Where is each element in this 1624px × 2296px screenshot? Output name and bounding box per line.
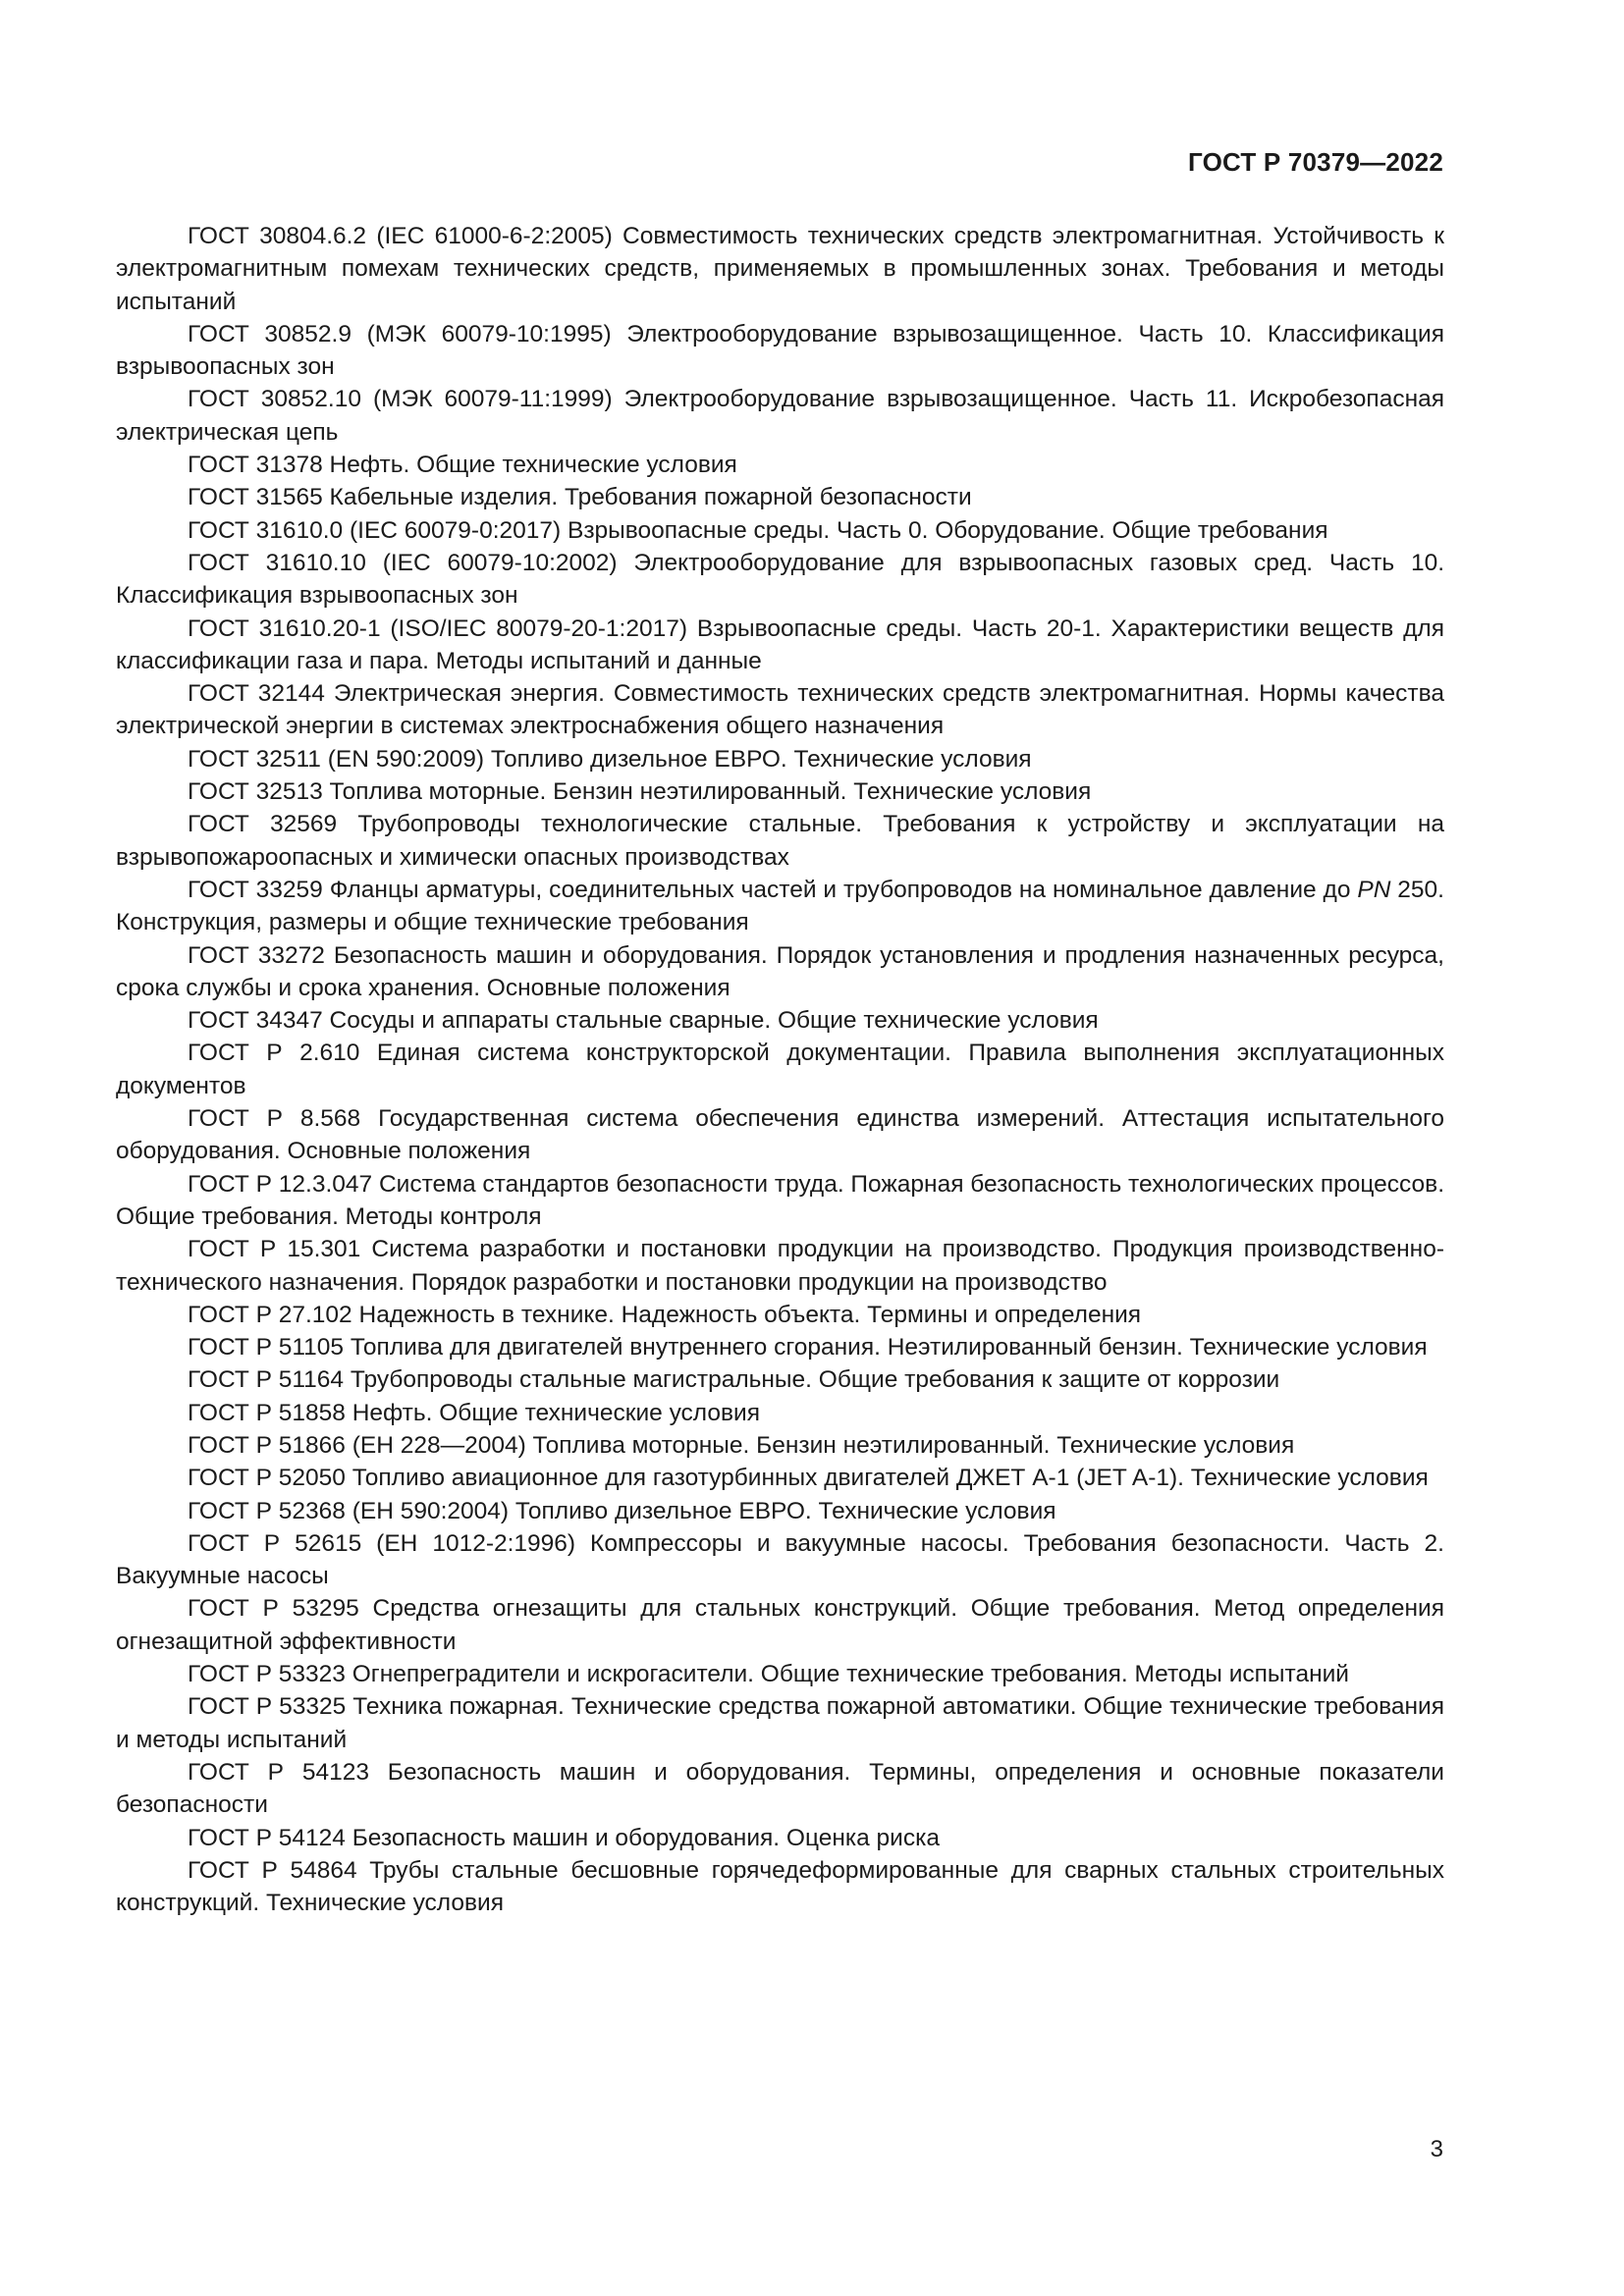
reference-title: (ЕН 228—2004) Топлива моторные. Бензин неэтилированный. Технические условия xyxy=(352,1431,1295,1459)
reference-entry xyxy=(116,449,1444,481)
reference-title: (IEC 60079-0:2017) Взрывоопасные среды. Часть 0. Оборудование. Общие требования xyxy=(349,516,1328,544)
reference-title: (EN 590:2009) Топливо дизельное ЕВРО. Технические условия xyxy=(327,745,1032,773)
reference-entry xyxy=(116,808,1444,874)
reference-title: (ISO/IEC 80079-20-1:2017) Взрывоопасные среды. Часть 20-1. Характеристики веществ для классификации газа и пара. Методы испытаний и данные xyxy=(116,614,1444,674)
reference-entry xyxy=(116,481,1444,513)
reference-title: Трубы стальные бесшовные горячедеформированные для сварных стальных строительных конструкций. Технические условия xyxy=(116,1856,1444,1917)
reference-title: (ЕН 1012-2:1996) Компрессоры и вакуумные насосы. Требования безопасности. Часть 2. Вакуумные насосы xyxy=(116,1529,1444,1590)
reference-code: ГОСТ 31610.0 xyxy=(188,516,344,544)
reference-code: ГОСТ Р 54864 xyxy=(188,1856,357,1884)
reference-code: ГОСТ Р 12.3.047 xyxy=(188,1170,373,1198)
reference-entry xyxy=(116,775,1444,808)
reference-entry xyxy=(116,1592,1444,1658)
reference-entry xyxy=(116,1429,1444,1462)
reference-title: Топливо авиационное для газотурбинных двигателей ДЖЕТ А-1 (JET A-1). Технические условия xyxy=(352,1465,1429,1492)
reference-code: ГОСТ Р 53325 xyxy=(188,1693,347,1721)
reference-title: (МЭК 60079-10:1995) Электрооборудование взрывозащищенное. Часть 10. Классификация взрывоопасных зон xyxy=(116,320,1444,381)
reference-code: ГОСТ 32144 xyxy=(188,680,325,708)
reference-title: (IEC 61000-6-2:2005) Совместимость технических средств электромагнитная. Устойчивость к электромагнитным помехам технических средств, применяемых в промышленных зонах. Требования и методы испытаний xyxy=(116,223,1444,315)
reference-title: Нефть. Общие технические условия xyxy=(352,1399,760,1426)
reference-code: ГОСТ Р 15.301 xyxy=(188,1236,361,1263)
reference-title: Топлива моторные. Бензин неэтилированный. Технические условия xyxy=(329,778,1092,806)
reference-entry xyxy=(116,1495,1444,1527)
reference-title: Надежность в технике. Надежность объекта. Термины и определения xyxy=(358,1301,1142,1328)
reference-title: Кабельные изделия. Требования пожарной безопасности xyxy=(329,484,972,511)
reference-code: ГОСТ 33272 xyxy=(188,941,325,969)
reference-entry xyxy=(116,383,1444,449)
reference-code: ГОСТ 33259 xyxy=(188,876,323,903)
reference-title: (IEC 60079-10:2002) Электрооборудование для взрывоопасных газовых сред. Часть 10. Классификация взрывоопасных зон xyxy=(116,549,1444,610)
reference-entry xyxy=(116,1233,1444,1299)
reference-title: (МЭК 60079-11:1999) Электрооборудование взрывозащищенное. Часть 11. Искробезопасная электрическая цепь xyxy=(116,386,1444,446)
reference-code: ГОСТ 30852.10 xyxy=(188,386,361,413)
reference-entry xyxy=(116,1462,1444,1494)
reference-entry xyxy=(116,1822,1444,1854)
reference-title: Безопасность машин и оборудования. Оценка риска xyxy=(352,1824,940,1851)
reference-title-italic: PN xyxy=(1357,876,1391,903)
reference-title: (ЕН 590:2004) Топливо дизельное ЕВРО. Технические условия xyxy=(352,1497,1056,1524)
reference-entry xyxy=(116,874,1444,939)
reference-entry xyxy=(116,1331,1444,1363)
reference-entry xyxy=(116,1756,1444,1822)
reference-code: ГОСТ Р 54124 xyxy=(188,1824,346,1851)
reference-title: Сосуды и аппараты стальные сварные. Общие технические условия xyxy=(329,1007,1099,1035)
reference-entry xyxy=(116,1854,1444,1920)
reference-entry xyxy=(116,1102,1444,1168)
reference-title-part: 250. Конструкция, размеры и общие технические требования xyxy=(116,876,1444,936)
reference-code: ГОСТ Р 51105 xyxy=(188,1334,345,1362)
reference-code: ГОСТ 34347 xyxy=(188,1007,323,1035)
reference-code: ГОСТ Р 2.610 xyxy=(188,1040,360,1067)
reference-code: ГОСТ Р 53323 xyxy=(188,1661,346,1688)
reference-entry xyxy=(116,1527,1444,1593)
reference-title: Нефть. Общие технические условия xyxy=(329,452,737,479)
reference-code: ГОСТ 31610.20-1 xyxy=(188,614,381,642)
reference-code: ГОСТ Р 51858 xyxy=(188,1399,346,1426)
reference-entry xyxy=(116,1037,1444,1102)
normative-references-list xyxy=(116,220,1444,1919)
reference-title: Система стандартов безопасности труда. Пожарная безопасность технологических процессов. Общие требования. Методы контроля xyxy=(116,1170,1444,1230)
reference-entry xyxy=(116,1690,1444,1756)
reference-code: ГОСТ Р 51164 xyxy=(188,1366,345,1394)
reference-code: ГОСТ 32513 xyxy=(188,778,323,806)
reference-entry xyxy=(116,1299,1444,1331)
reference-entry xyxy=(116,677,1444,743)
reference-code: ГОСТ Р 52050 xyxy=(188,1465,346,1492)
reference-title: Топлива для двигателей внутреннего сгорания. Неэтилированный бензин. Технические условия xyxy=(350,1334,1428,1362)
reference-code: ГОСТ 30852.9 xyxy=(188,320,352,347)
reference-title: Средства огнезащиты для стальных конструкций. Общие требования. Метод определения огнезащитной эффективности xyxy=(116,1595,1444,1655)
reference-code: ГОСТ 31610.10 xyxy=(188,549,366,576)
page-number: 3 xyxy=(1430,2136,1443,2163)
reference-entry xyxy=(116,1363,1444,1396)
reference-title: Безопасность машин и оборудования. Термины, определения и основные показатели безопасности xyxy=(116,1758,1444,1819)
reference-code: ГОСТ 32569 xyxy=(188,811,338,838)
reference-entry xyxy=(116,1397,1444,1429)
reference-code: ГОСТ Р 53295 xyxy=(188,1595,359,1623)
reference-entry xyxy=(116,1004,1444,1037)
reference-code: ГОСТ 31378 xyxy=(188,452,323,479)
reference-code: ГОСТ Р 51866 xyxy=(188,1431,346,1459)
reference-title-part: Фланцы арматуры, соединительных частей и трубопроводов на номинальное давление до xyxy=(329,876,1358,903)
reference-code: ГОСТ 30804.6.2 xyxy=(188,223,367,249)
reference-entry xyxy=(116,613,1444,678)
reference-entry xyxy=(116,743,1444,775)
document-designation: ГОСТ Р 70379—2022 xyxy=(1188,147,1443,177)
reference-entry xyxy=(116,1658,1444,1690)
reference-title: Трубопроводы стальные магистральные. Общие требования к защите от коррозии xyxy=(350,1366,1280,1394)
reference-code: ГОСТ 31565 xyxy=(188,484,323,511)
reference-entry xyxy=(116,220,1444,318)
reference-code: ГОСТ Р 27.102 xyxy=(188,1301,352,1328)
reference-title: Трубопроводы технологические стальные. Требования к устройству и эксплуатации на взрывопожароопасных и химически опасных производствах xyxy=(116,811,1444,871)
reference-title: Система разработки и постановки продукции на производство. Продукция производственно-технического назначения. Порядок разработки и постановки продукции на производство xyxy=(116,1236,1444,1296)
reference-code: ГОСТ 32511 xyxy=(188,745,321,773)
reference-code: ГОСТ Р 8.568 xyxy=(188,1105,361,1133)
reference-entry xyxy=(116,939,1444,1005)
reference-title: Техника пожарная. Технические средства пожарной автоматики. Общие технические требования и методы испытаний xyxy=(116,1693,1444,1753)
reference-title: Безопасность машин и оборудования. Порядок установления и продления назначенных ресурса, срока службы и срока хранения. Основные положения xyxy=(116,941,1444,1001)
reference-entry xyxy=(116,514,1444,547)
reference-title: Электрическая энергия. Совместимость технических средств электромагнитная. Нормы качества электрической энергии в системах электроснабжения общего назначения xyxy=(116,680,1445,740)
reference-code: ГОСТ Р 52615 xyxy=(188,1529,362,1557)
reference-title: Огнепреградители и искрогасители. Общие технические требования. Методы испытаний xyxy=(352,1661,1349,1688)
reference-code: ГОСТ Р 54123 xyxy=(188,1758,369,1786)
reference-title: Государственная система обеспечения единства измерений. Аттестация испытательного оборудования. Основные положения xyxy=(116,1105,1445,1165)
reference-entry xyxy=(116,1168,1444,1234)
reference-code: ГОСТ Р 52368 xyxy=(188,1497,346,1524)
reference-title: Единая система конструкторской документации. Правила выполнения эксплуатационных документов xyxy=(116,1040,1444,1099)
reference-entry xyxy=(116,318,1444,384)
reference-entry xyxy=(116,547,1444,613)
